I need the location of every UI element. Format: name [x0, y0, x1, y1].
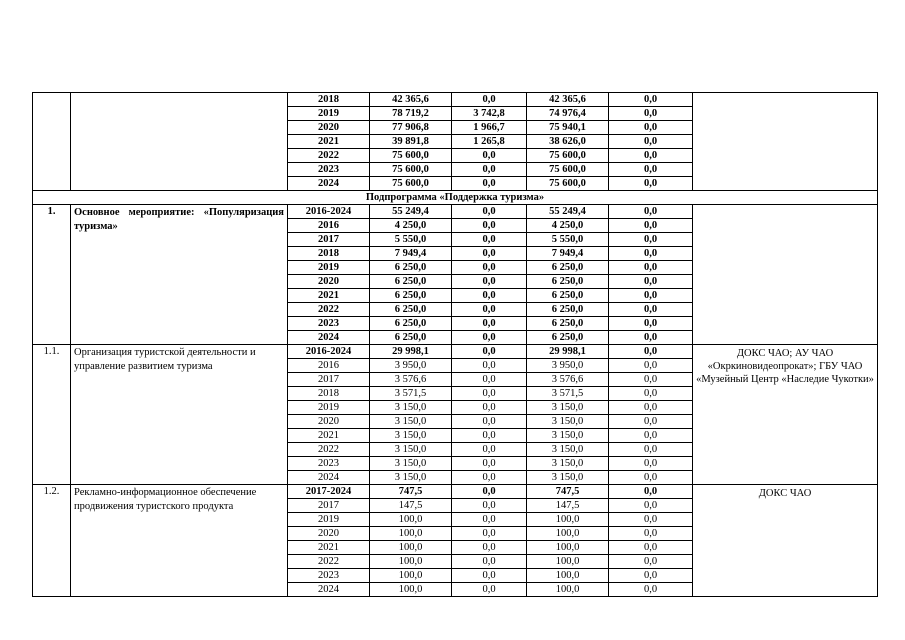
- total-cell: 39 891,8: [370, 135, 452, 149]
- regional-budget-cell: 6 250,0: [527, 331, 609, 345]
- period-cell: 2016-2024: [288, 345, 370, 359]
- federal-budget-cell: 0,0: [452, 345, 527, 359]
- other-sources-cell: 0,0: [609, 429, 693, 443]
- total-cell: 4 250,0: [370, 219, 452, 233]
- other-sources-cell: 0,0: [609, 541, 693, 555]
- other-sources-cell: 0,0: [609, 457, 693, 471]
- total-cell: 29 998,1: [370, 345, 452, 359]
- period-cell: 2024: [288, 471, 370, 485]
- federal-budget-cell: 0,0: [452, 219, 527, 233]
- total-cell: 3 150,0: [370, 471, 452, 485]
- federal-budget-cell: 0,0: [452, 317, 527, 331]
- federal-budget-cell: 0,0: [452, 569, 527, 583]
- subprogram-header-row: [33, 191, 878, 205]
- other-sources-cell: 0,0: [609, 443, 693, 457]
- other-sources-cell: 0,0: [609, 149, 693, 163]
- regional-budget-cell: 75 940,1: [527, 121, 609, 135]
- table-row: [33, 485, 878, 499]
- total-cell: 147,5: [370, 499, 452, 513]
- regional-budget-cell: 75 600,0: [527, 163, 609, 177]
- regional-budget-cell: 3 950,0: [527, 359, 609, 373]
- federal-budget-cell: 0,0: [452, 485, 527, 499]
- federal-budget-cell: 0,0: [452, 149, 527, 163]
- total-cell: 6 250,0: [370, 261, 452, 275]
- federal-budget-cell: 0,0: [452, 359, 527, 373]
- other-sources-cell: 0,0: [609, 177, 693, 191]
- federal-budget-cell: 0,0: [452, 387, 527, 401]
- other-sources-cell: 0,0: [609, 401, 693, 415]
- regional-budget-cell: 3 150,0: [527, 429, 609, 443]
- other-sources-cell: 0,0: [609, 205, 693, 219]
- total-cell: 747,5: [370, 485, 452, 499]
- total-cell: 5 550,0: [370, 233, 452, 247]
- period-cell: 2019: [288, 261, 370, 275]
- federal-budget-cell: 0,0: [452, 261, 527, 275]
- federal-budget-cell: 0,0: [452, 233, 527, 247]
- other-sources-cell: 0,0: [609, 135, 693, 149]
- federal-budget-cell: 0,0: [452, 527, 527, 541]
- regional-budget-cell: 5 550,0: [527, 233, 609, 247]
- period-cell: 2019: [288, 513, 370, 527]
- federal-budget-cell: 1 265,8: [452, 135, 527, 149]
- period-cell: 2020: [288, 275, 370, 289]
- total-cell: 3 571,5: [370, 387, 452, 401]
- federal-budget-cell: 0,0: [452, 443, 527, 457]
- period-cell: 2021: [288, 135, 370, 149]
- period-cell: 2016: [288, 219, 370, 233]
- regional-budget-cell: 6 250,0: [527, 261, 609, 275]
- period-cell: 2017-2024: [288, 485, 370, 499]
- period-cell: 2021: [288, 429, 370, 443]
- regional-budget-cell: 4 250,0: [527, 219, 609, 233]
- period-cell: 2019: [288, 107, 370, 121]
- other-sources-cell: 0,0: [609, 261, 693, 275]
- federal-budget-cell: 0,0: [452, 247, 527, 261]
- federal-budget-cell: 0,0: [452, 373, 527, 387]
- federal-budget-cell: 0,0: [452, 331, 527, 345]
- period-cell: 2022: [288, 443, 370, 457]
- federal-budget-cell: 0,0: [452, 275, 527, 289]
- federal-budget-cell: 0,0: [452, 93, 527, 107]
- responsible-cell: [693, 205, 878, 345]
- responsible-cell: [693, 93, 878, 191]
- regional-budget-cell: 100,0: [527, 527, 609, 541]
- regional-budget-cell: 74 976,4: [527, 107, 609, 121]
- other-sources-cell: 0,0: [609, 219, 693, 233]
- total-cell: 100,0: [370, 555, 452, 569]
- other-sources-cell: 0,0: [609, 527, 693, 541]
- regional-budget-cell: 6 250,0: [527, 303, 609, 317]
- other-sources-cell: 0,0: [609, 569, 693, 583]
- period-cell: 2024: [288, 331, 370, 345]
- federal-budget-cell: 1 966,7: [452, 121, 527, 135]
- period-cell: 2020: [288, 527, 370, 541]
- total-cell: 75 600,0: [370, 163, 452, 177]
- total-cell: 100,0: [370, 527, 452, 541]
- regional-budget-cell: 42 365,6: [527, 93, 609, 107]
- total-cell: 77 906,8: [370, 121, 452, 135]
- period-cell: 2024: [288, 583, 370, 597]
- federal-budget-cell: 0,0: [452, 415, 527, 429]
- regional-budget-cell: 75 600,0: [527, 177, 609, 191]
- other-sources-cell: 0,0: [609, 513, 693, 527]
- responsible-cell: ДОКС ЧАО; АУ ЧАО «Окркиновидеопрокат»; ГБУ ЧАО «Музейный Центр «Наследие Чукотки»: [693, 345, 878, 485]
- total-cell: 3 150,0: [370, 429, 452, 443]
- regional-budget-cell: 100,0: [527, 555, 609, 569]
- responsible-cell: ДОКС ЧАО: [693, 485, 878, 597]
- total-cell: 75 600,0: [370, 149, 452, 163]
- other-sources-cell: 0,0: [609, 317, 693, 331]
- other-sources-cell: 0,0: [609, 163, 693, 177]
- regional-budget-cell: 6 250,0: [527, 275, 609, 289]
- regional-budget-cell: 3 150,0: [527, 471, 609, 485]
- period-cell: 2022: [288, 149, 370, 163]
- period-cell: 2016-2024: [288, 205, 370, 219]
- period-cell: 2019: [288, 401, 370, 415]
- subprogram-title: Подпрограмма «Поддержка туризма»: [33, 191, 878, 205]
- period-cell: 2023: [288, 163, 370, 177]
- period-cell: 2024: [288, 177, 370, 191]
- other-sources-cell: 0,0: [609, 387, 693, 401]
- total-cell: 100,0: [370, 541, 452, 555]
- federal-budget-cell: 0,0: [452, 163, 527, 177]
- activity-name-cell: Рекламно-информационное обеспечение продвижения туристского продукта: [71, 485, 288, 597]
- other-sources-cell: 0,0: [609, 555, 693, 569]
- other-sources-cell: 0,0: [609, 233, 693, 247]
- other-sources-cell: 0,0: [609, 93, 693, 107]
- federal-budget-cell: 0,0: [452, 303, 527, 317]
- activity-name-cell: Основное мероприятие: «Популяризация туризма»: [71, 205, 288, 345]
- table-row: [33, 345, 878, 359]
- regional-budget-cell: 747,5: [527, 485, 609, 499]
- regional-budget-cell: 6 250,0: [527, 289, 609, 303]
- federal-budget-cell: 0,0: [452, 513, 527, 527]
- regional-budget-cell: 7 949,4: [527, 247, 609, 261]
- total-cell: 3 950,0: [370, 359, 452, 373]
- table-row: [33, 93, 878, 107]
- total-cell: 78 719,2: [370, 107, 452, 121]
- period-cell: 2017: [288, 499, 370, 513]
- total-cell: 7 949,4: [370, 247, 452, 261]
- period-cell: 2017: [288, 373, 370, 387]
- total-cell: 100,0: [370, 513, 452, 527]
- period-cell: 2023: [288, 317, 370, 331]
- period-cell: 2018: [288, 247, 370, 261]
- regional-budget-cell: 100,0: [527, 583, 609, 597]
- total-cell: 6 250,0: [370, 331, 452, 345]
- period-cell: 2016: [288, 359, 370, 373]
- budget-table: [32, 92, 878, 597]
- total-cell: 55 249,4: [370, 205, 452, 219]
- other-sources-cell: 0,0: [609, 485, 693, 499]
- regional-budget-cell: 55 249,4: [527, 205, 609, 219]
- total-cell: 6 250,0: [370, 275, 452, 289]
- other-sources-cell: 0,0: [609, 471, 693, 485]
- regional-budget-cell: 3 571,5: [527, 387, 609, 401]
- row-number-cell: 1.2.: [33, 485, 71, 597]
- other-sources-cell: 0,0: [609, 303, 693, 317]
- activity-name-cell: Организация туристской деятельности и управление развитием туризма: [71, 345, 288, 485]
- regional-budget-cell: 3 150,0: [527, 415, 609, 429]
- federal-budget-cell: 0,0: [452, 177, 527, 191]
- table-row: [33, 205, 878, 219]
- other-sources-cell: 0,0: [609, 415, 693, 429]
- row-number-cell: 1.1.: [33, 345, 71, 485]
- other-sources-cell: 0,0: [609, 107, 693, 121]
- federal-budget-cell: 0,0: [452, 471, 527, 485]
- total-cell: 3 150,0: [370, 443, 452, 457]
- other-sources-cell: 0,0: [609, 499, 693, 513]
- regional-budget-cell: 147,5: [527, 499, 609, 513]
- total-cell: 6 250,0: [370, 289, 452, 303]
- regional-budget-cell: 38 626,0: [527, 135, 609, 149]
- regional-budget-cell: 3 150,0: [527, 457, 609, 471]
- other-sources-cell: 0,0: [609, 359, 693, 373]
- period-cell: 2021: [288, 289, 370, 303]
- other-sources-cell: 0,0: [609, 345, 693, 359]
- federal-budget-cell: 0,0: [452, 401, 527, 415]
- period-cell: 2017: [288, 233, 370, 247]
- federal-budget-cell: 0,0: [452, 499, 527, 513]
- period-cell: 2020: [288, 415, 370, 429]
- federal-budget-cell: 0,0: [452, 583, 527, 597]
- total-cell: 75 600,0: [370, 177, 452, 191]
- period-cell: 2022: [288, 555, 370, 569]
- total-cell: 3 150,0: [370, 401, 452, 415]
- federal-budget-cell: 0,0: [452, 541, 527, 555]
- total-cell: 6 250,0: [370, 317, 452, 331]
- federal-budget-cell: 0,0: [452, 555, 527, 569]
- table-body: [33, 93, 878, 597]
- period-cell: 2018: [288, 93, 370, 107]
- federal-budget-cell: 0,0: [452, 205, 527, 219]
- regional-budget-cell: 100,0: [527, 513, 609, 527]
- regional-budget-cell: 3 150,0: [527, 401, 609, 415]
- total-cell: 42 365,6: [370, 93, 452, 107]
- regional-budget-cell: 100,0: [527, 569, 609, 583]
- period-cell: 2023: [288, 569, 370, 583]
- federal-budget-cell: 3 742,8: [452, 107, 527, 121]
- total-cell: 100,0: [370, 569, 452, 583]
- other-sources-cell: 0,0: [609, 247, 693, 261]
- other-sources-cell: 0,0: [609, 373, 693, 387]
- period-cell: 2023: [288, 457, 370, 471]
- regional-budget-cell: 100,0: [527, 541, 609, 555]
- total-cell: 3 576,6: [370, 373, 452, 387]
- row-number-cell: [33, 93, 71, 191]
- regional-budget-cell: 3 576,6: [527, 373, 609, 387]
- federal-budget-cell: 0,0: [452, 457, 527, 471]
- period-cell: 2018: [288, 387, 370, 401]
- period-cell: 2020: [288, 121, 370, 135]
- federal-budget-cell: 0,0: [452, 289, 527, 303]
- regional-budget-cell: 29 998,1: [527, 345, 609, 359]
- activity-name-cell: [71, 93, 288, 191]
- total-cell: 3 150,0: [370, 457, 452, 471]
- other-sources-cell: 0,0: [609, 275, 693, 289]
- total-cell: 3 150,0: [370, 415, 452, 429]
- period-cell: 2022: [288, 303, 370, 317]
- total-cell: 6 250,0: [370, 303, 452, 317]
- other-sources-cell: 0,0: [609, 121, 693, 135]
- total-cell: 100,0: [370, 583, 452, 597]
- regional-budget-cell: 3 150,0: [527, 443, 609, 457]
- regional-budget-cell: 75 600,0: [527, 149, 609, 163]
- regional-budget-cell: 6 250,0: [527, 317, 609, 331]
- period-cell: 2021: [288, 541, 370, 555]
- federal-budget-cell: 0,0: [452, 429, 527, 443]
- other-sources-cell: 0,0: [609, 289, 693, 303]
- row-number-cell: 1.: [33, 205, 71, 345]
- other-sources-cell: 0,0: [609, 583, 693, 597]
- other-sources-cell: 0,0: [609, 331, 693, 345]
